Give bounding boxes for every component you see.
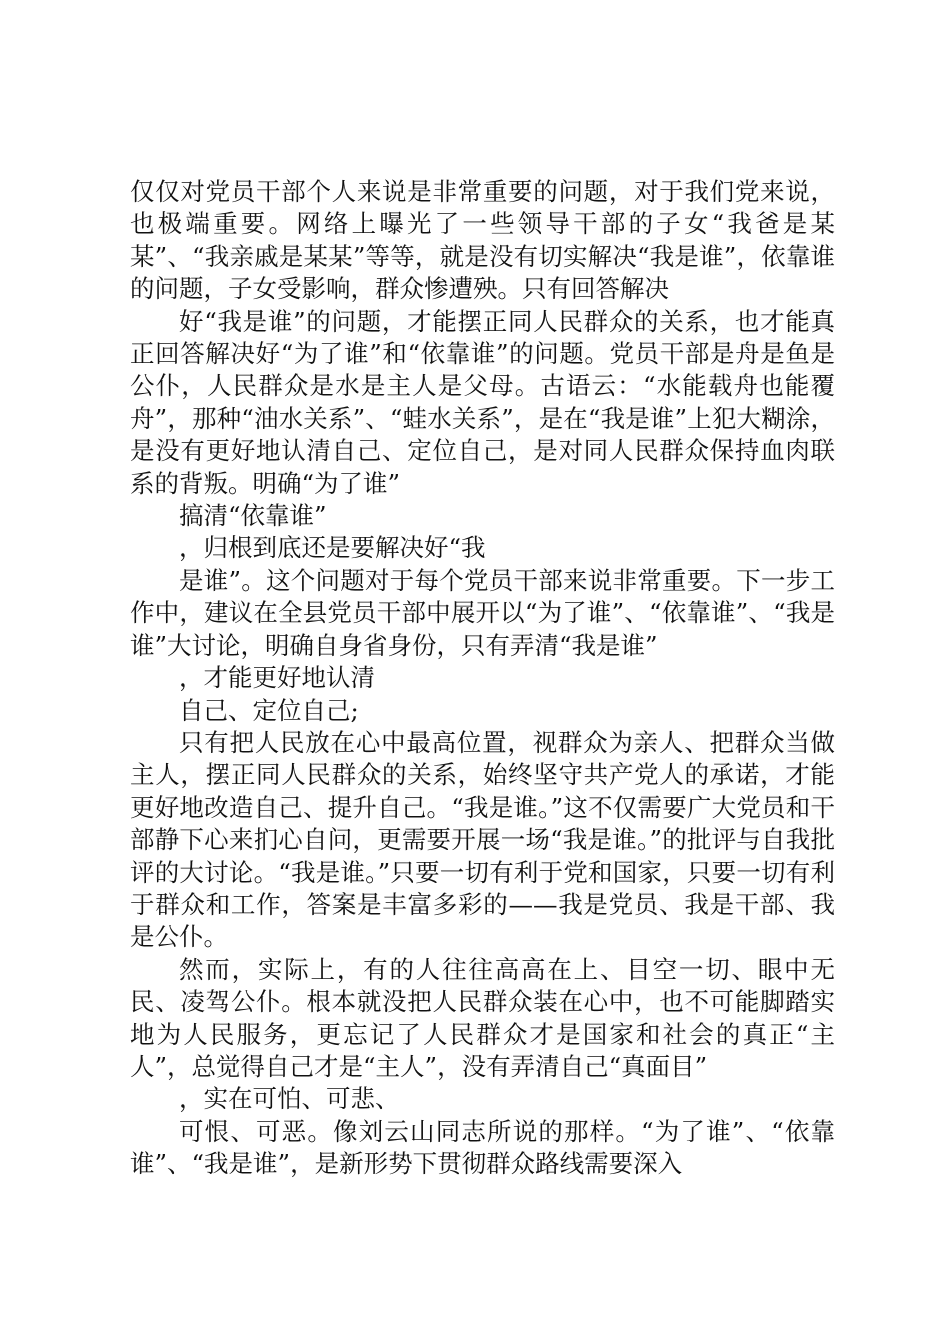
- paragraph-2: 好“我是谁”的问题，才能摆正同人民群众的关系，也才能真正回答解决好“为了谁”和“依靠谁”的问题。党员干部是舟是鱼是公仆，人民群众是水是主人是父母。古语云：“水能载舟也能覆舟”，那种“油水关系”、“蛙水关系”，是在“我是谁”上犯大糊涂，是没有更好地认清自己、定位自己，是对同人民群众保持血肉联系的背叛。明确“为了谁”: [130, 306, 835, 498]
- paragraph-3: 搞清“依靠谁”: [179, 501, 327, 531]
- paragraph-9: 然而，实际上，有的人往往高高在上、目空一切、眼中无民、凌驾公仆。根本就没把人民群众装在心中，也不可能脚踏实地为人民服务，更忘记了人民群众才是国家和社会的真正“主人”，总觉得自己才是“主人”，没有弄清自己“真面目”: [130, 954, 835, 1081]
- paragraph-4: ，归根到底还是要解决好“我: [179, 533, 486, 563]
- paragraph-8: 只有把人民放在心中最高位置，视群众为亲人、把群众当做主人，摆正同人民群众的关系，始终坚守共产党人的承诺，才能更好地改造自己、提升自己。“我是谁。”这不仅需要广大党员和干部静下心来扪心自问，更需要开展一场“我是谁。”的批评与自我批评的大讨论。“我是谁。”只要一切有利于党和国家，只要一切有利于群众和工作，答案是丰富多彩的——我是党员、我是干部、我是公仆。: [130, 727, 835, 952]
- paragraph-6: ，才能更好地认清: [179, 663, 375, 693]
- paragraph-7: 自己、定位自己;: [179, 695, 359, 725]
- document-body: [130, 176, 835, 1181]
- paragraph-1: 仅仅对党员干部个人来说是非常重要的问题，对于我们党来说，也极端重要。网络上曝光了一些领导干部的子女“我爸是某某”、“我亲戚是某某”等等，就是没有切实解决“我是谁”，依靠谁的问题，子女受影响，群众惨遭殃。只有回答解决: [130, 177, 835, 304]
- paragraph-10: ，实在可怕、可悲、: [179, 1084, 400, 1114]
- paragraph-11: 可恨、可恶。像刘云山同志所说的那样。“为了谁”、“依靠谁”、“我是谁”，是新形势下贯彻群众路线需要深入: [130, 1116, 835, 1179]
- paragraph-5: 是谁”。这个问题对于每个党员干部来说非常重要。下一步工作中，建议在全县党员干部中展开以“为了谁”、“依靠谁”、“我是谁”大讨论，明确自身省身份，只有弄清“我是谁”: [130, 565, 835, 660]
